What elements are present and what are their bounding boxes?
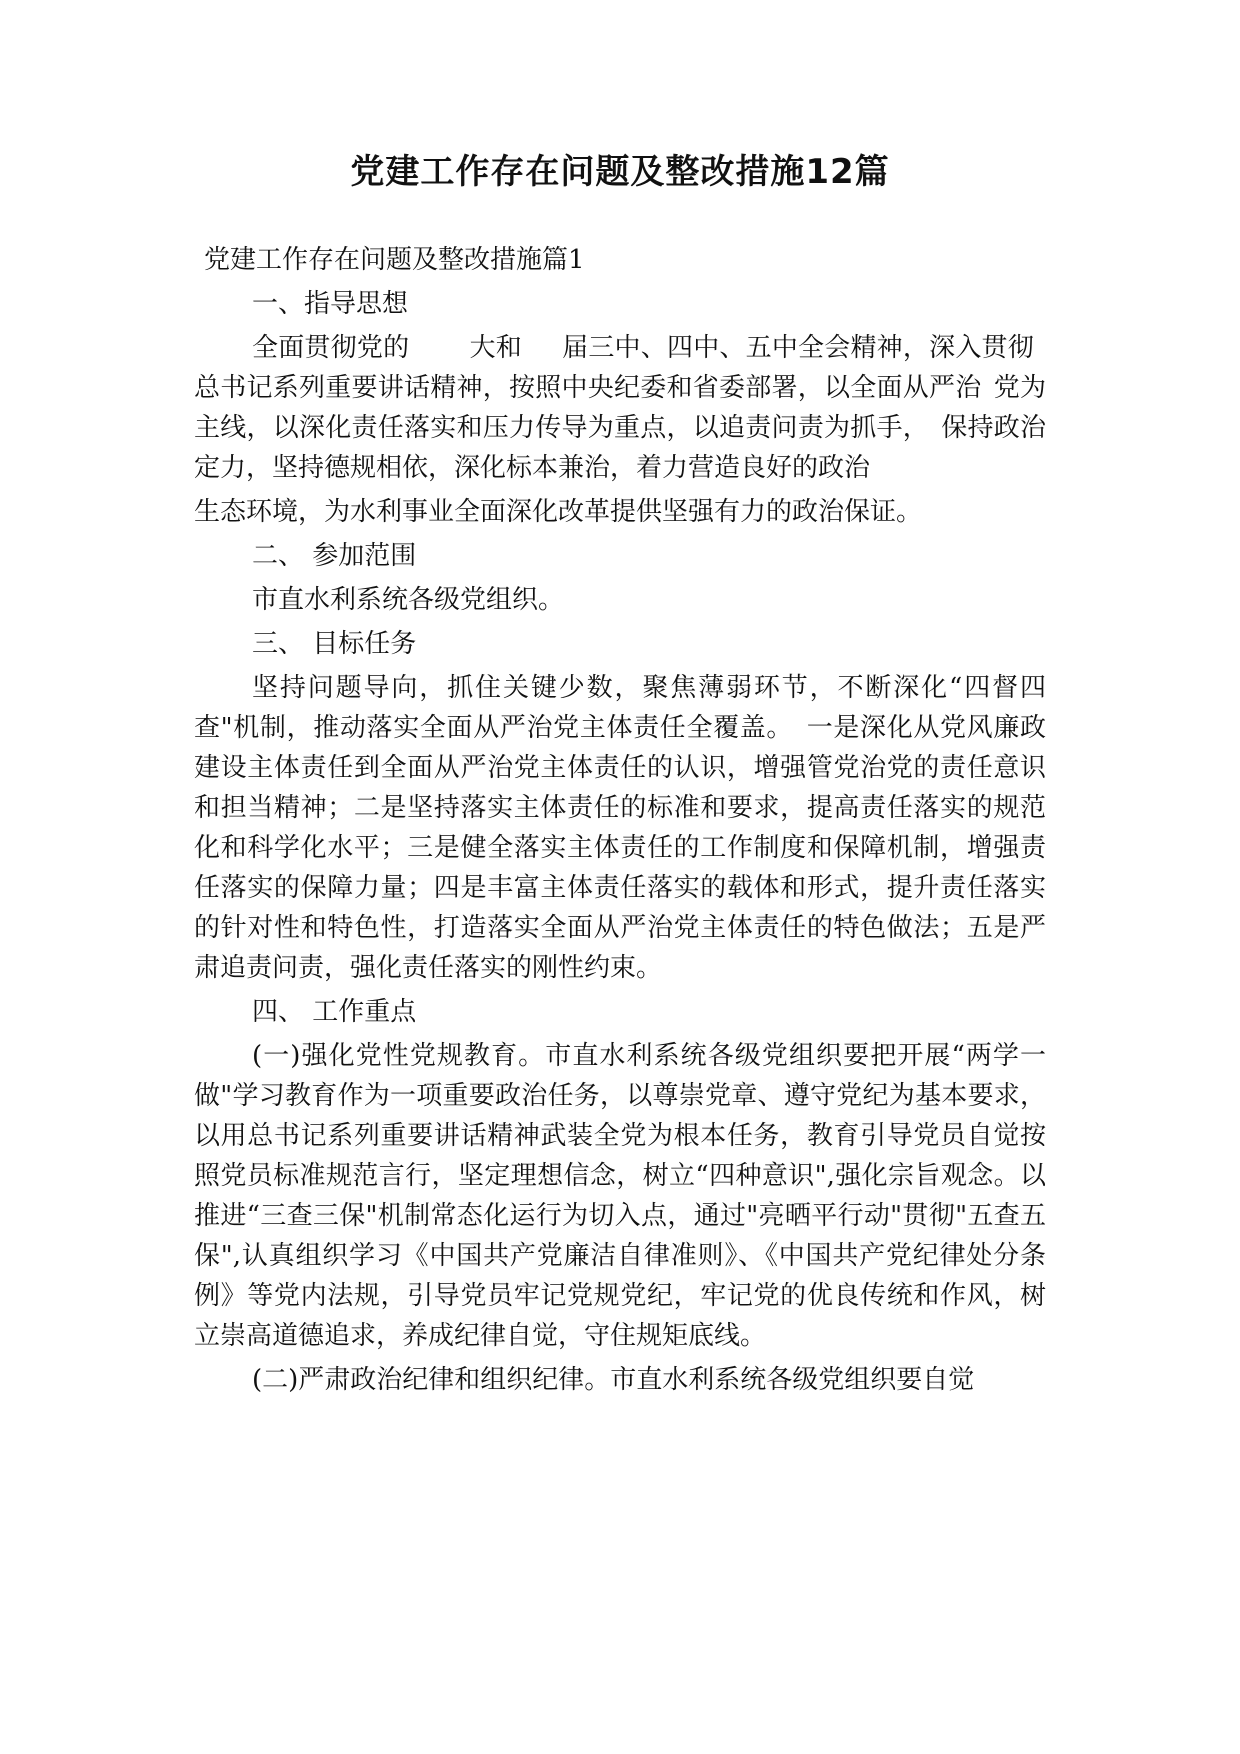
document-title: 党建工作存在问题及整改措施12篇 [350, 152, 890, 192]
section-objectives-paragraph: 坚持问题导向，抓住关键少数，聚焦薄弱环节，不断深化“四督四查"机制，推动落实全面从严治党主体责任全覆盖。 一是深化从党风廉政建设主体责任到全面从严治党主体责任的认识，增强管党治党的责任意识和担当精神；二是坚持落实主体责任的标准和要求，提高责任落实的规范化和科学化水平；三是健全落实主体责任的工作制度和保障机制，增强责任落实的保障力量；四是丰富主体责任落实的载体和形式，提升责任落实的针对性和特色性，打造落实全面从严治党主体责任的特色做法；五是严肃追责问责，强化责任落实的刚性约束。 [194, 673, 1046, 983]
section-heading-scope: 二、 参加范围 [252, 541, 417, 571]
section-scope-text: 市直水利系统各级党组织。 [252, 585, 565, 615]
section-guiding-ideology-continuation: 生态环境，为水利事业全面深化改革提供坚强有力的政治保证。 [194, 497, 923, 527]
section-guiding-ideology-paragraph [194, 328, 1046, 488]
section-work-focus-paragraph-1: (一)强化党性党规教育。市直水利系统各级党组织要把开展“两学一做"学习教育作为一项重要政治任务，以尊崇党章、遵守党纪为基本要求，以用总书记系列重要讲话精神武装全党为根本任务，教育引导党员自觉按照党员标准规范言行，坚定理想信念，树立“四种意识",强化宗旨观念。以推进“三查三保"机制常态化运行为切入点，通过"亮晒平行动"贯彻"五查五保",认真组织学习《中国共产党廉洁自律准则》、《中国共产党纪律处分条例》等党内法规，引导党员牢记党规党纪，牢记党的优良传统和作风，树立崇高道德追求，养成纪律自觉，守住规矩底线。 [194, 1041, 1046, 1351]
section-heading-objectives: 三、 目标任务 [252, 629, 417, 659]
text-fragment: 届三中、四中、五中全会精神，深入贯彻 [561, 333, 1034, 363]
text-fragment: 全面贯彻党的 [252, 333, 410, 363]
document-subtitle: 党建工作存在问题及整改措施篇1 [204, 245, 585, 275]
text-fragment: 大和 [469, 333, 522, 363]
text-fragment: 保持政治定力，坚持德规相依，深化标本兼治，着力营造良好的政治 [194, 413, 1046, 483]
section-heading-guiding-ideology: 一、指导思想 [252, 289, 409, 319]
document-body [194, 240, 1046, 1404]
text-fragment: 总书记系列重要讲话精神，按照中央纪委和省委部署，以全面从严治 [194, 373, 982, 403]
section-work-focus-paragraph-2: (二)严肃政治纪律和组织纪律。市直水利系统各级党组织要自觉 [252, 1365, 975, 1395]
text-fragment: 党为主线，以深化责任落实和压力传导为重点，以追责问责为抓手， [194, 373, 1046, 443]
section-heading-work-focus: 四、 工作重点 [252, 997, 417, 1027]
